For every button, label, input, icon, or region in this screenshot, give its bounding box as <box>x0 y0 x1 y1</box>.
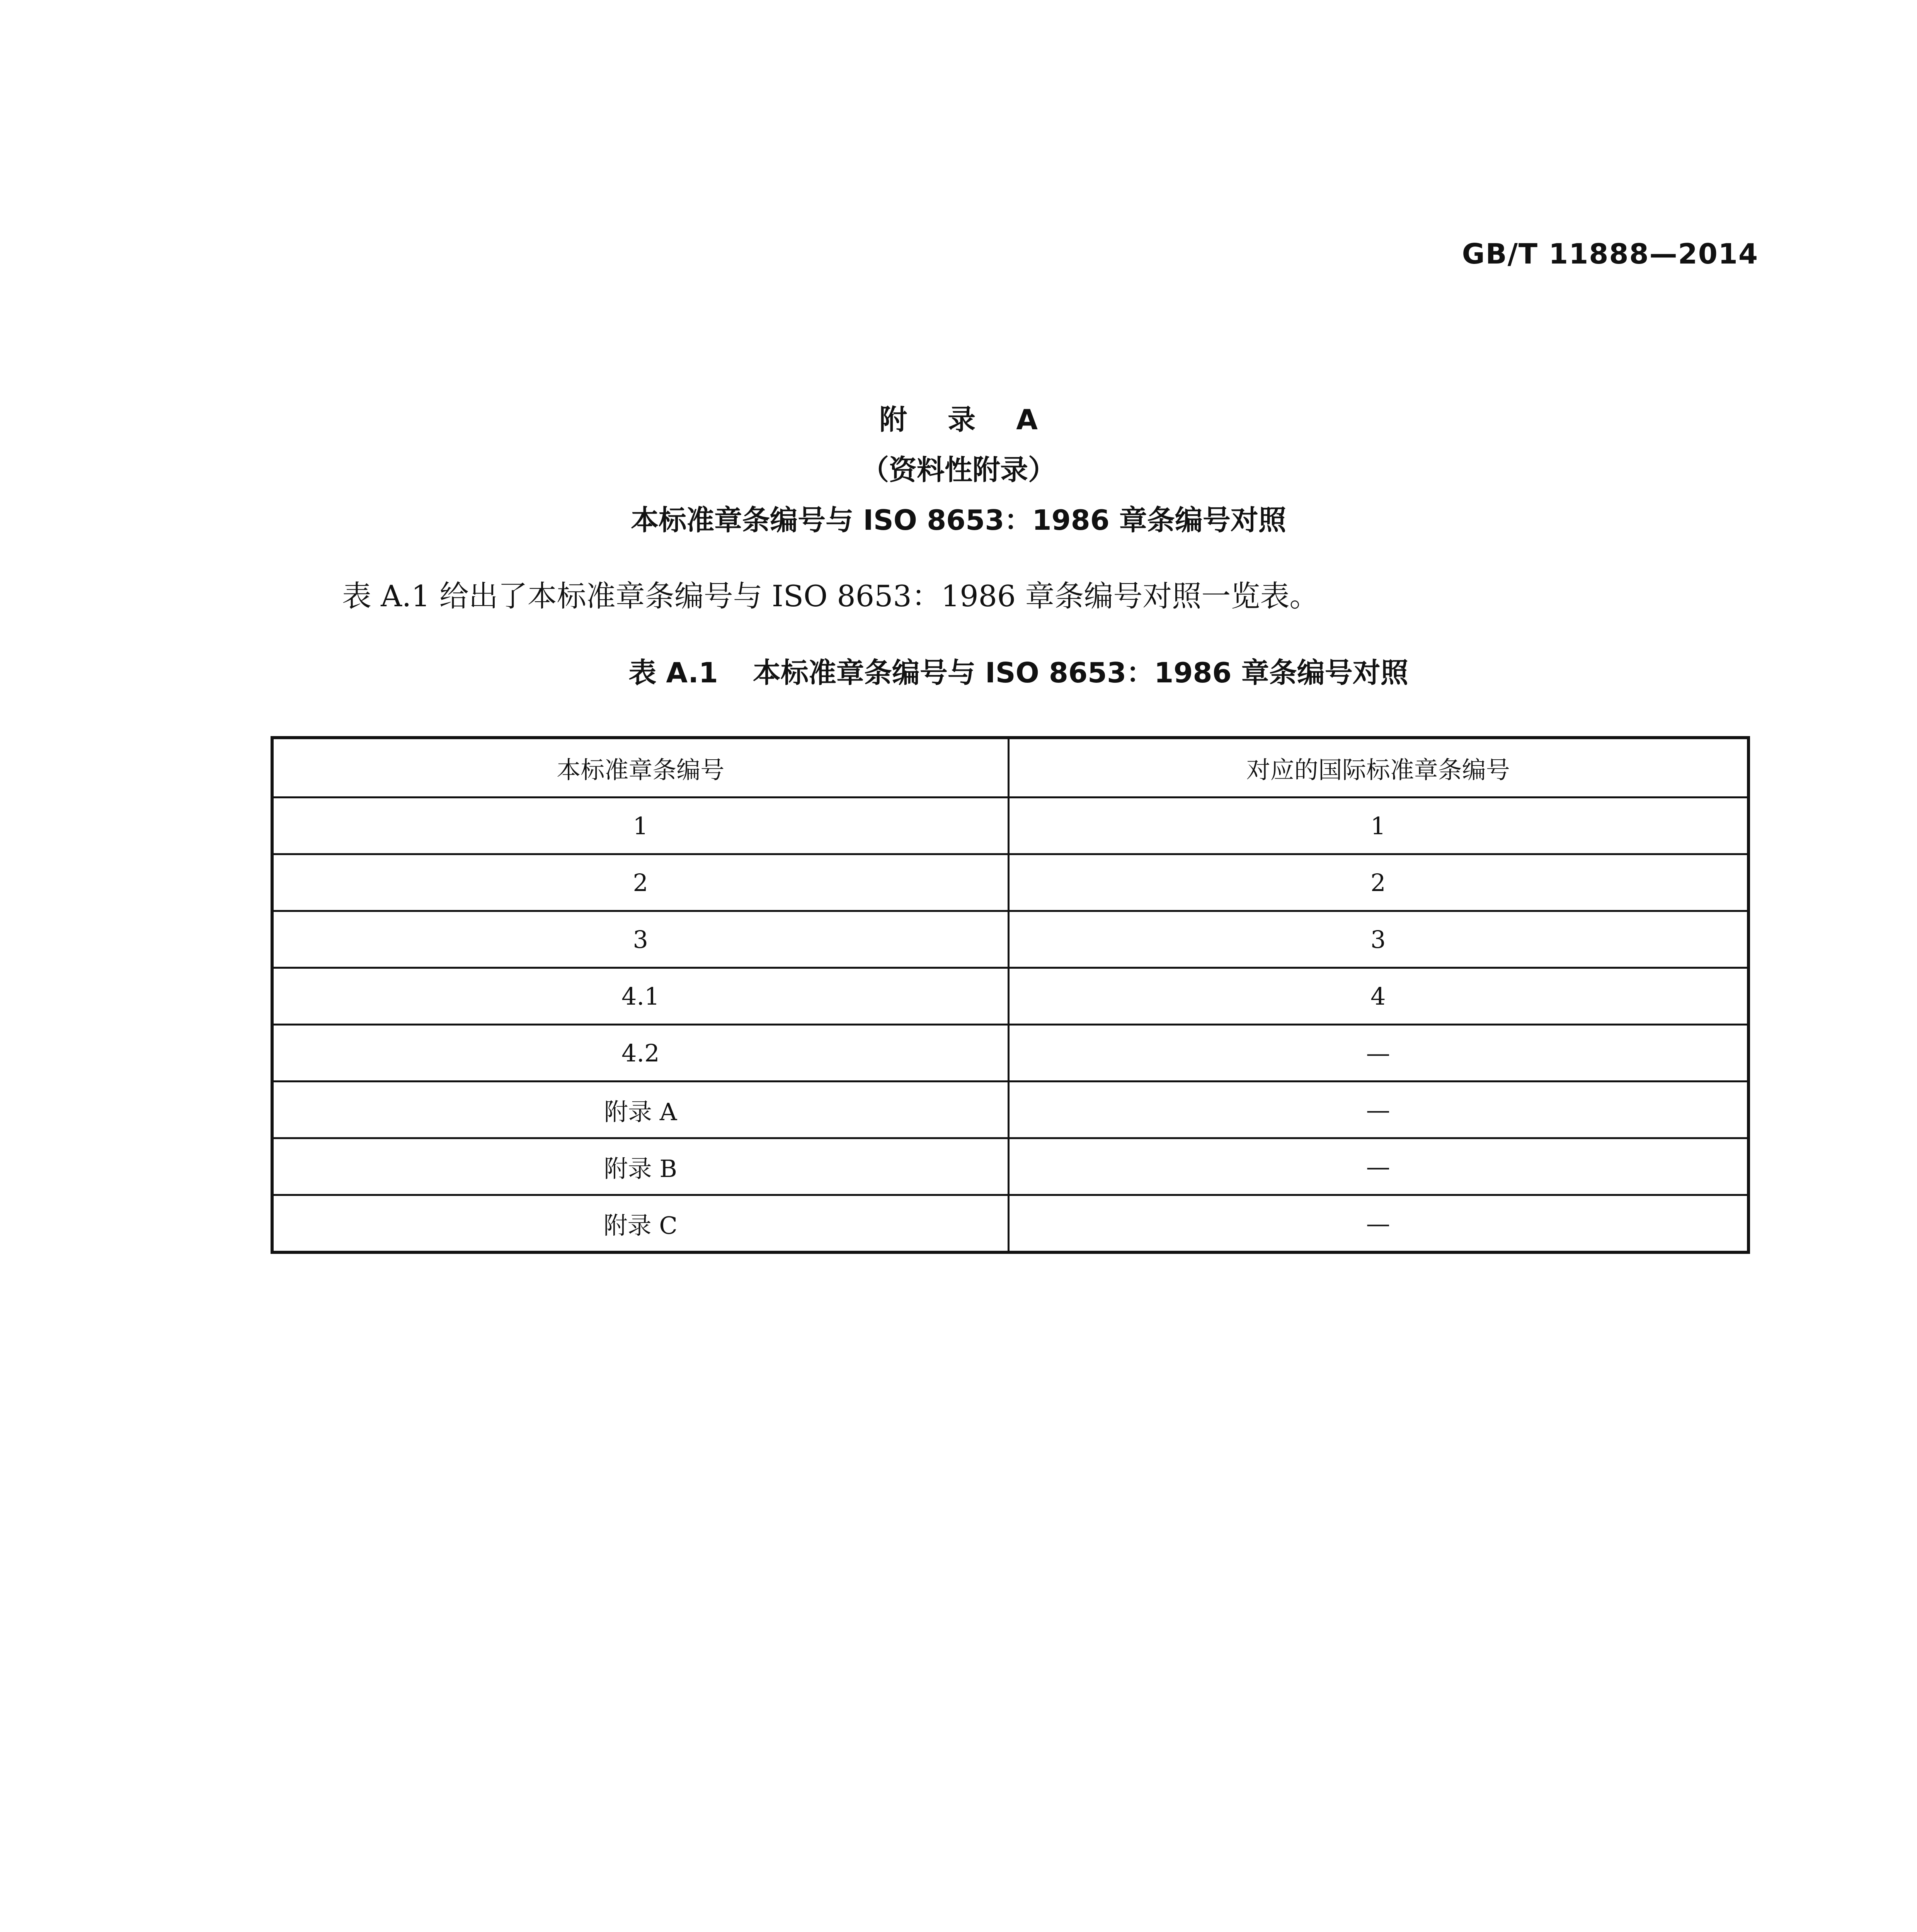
annex-heading: 本标准章条编号与 ISO 8653：1986 章条编号对照 <box>631 504 1286 536</box>
table-header-cell: 对应的国际标准章条编号 <box>1008 738 1748 798</box>
table-row <box>272 798 1748 854</box>
table-cell: — <box>1008 1082 1748 1138</box>
table-row <box>272 854 1748 911</box>
table-header-row <box>272 738 1748 798</box>
table-caption-title: 本标准章条编号与 ISO 8653：1986 章条编号对照 <box>752 656 1408 689</box>
table-row <box>272 968 1748 1025</box>
table-row <box>272 1082 1748 1138</box>
annex-title: 附 录 A <box>879 403 1053 436</box>
table-cell: 3 <box>272 911 1008 968</box>
table-row <box>272 911 1748 968</box>
table-cell: — <box>1008 1025 1748 1082</box>
table-caption-label: 表 A.1 <box>628 656 718 689</box>
table-cell: 附录 C <box>272 1195 1008 1253</box>
comparison-table <box>271 736 1750 1254</box>
intro-paragraph: 表 A.1 给出了本标准章条编号与 ISO 8653：1986 章条编号对照一览表。 <box>342 579 1319 613</box>
annex-subtitle: （资料性附录） <box>861 454 1056 486</box>
table-header-cell: 本标准章条编号 <box>272 738 1008 798</box>
table-row <box>272 1138 1748 1195</box>
table-cell: — <box>1008 1195 1748 1253</box>
standard-number: GB/T 11888—2014 <box>1462 238 1759 270</box>
table-cell: 4.2 <box>272 1025 1008 1082</box>
table-cell: 3 <box>1008 911 1748 968</box>
table-cell: 1 <box>272 798 1008 854</box>
table-cell: 2 <box>272 854 1008 911</box>
table-row <box>272 1025 1748 1082</box>
table-cell: 附录 B <box>272 1138 1008 1195</box>
table-cell: 4 <box>1008 968 1748 1025</box>
table-cell: 附录 A <box>272 1082 1008 1138</box>
table-cell: — <box>1008 1138 1748 1195</box>
table-cell: 1 <box>1008 798 1748 854</box>
table-caption <box>0 656 1917 689</box>
table-row <box>272 1195 1748 1253</box>
table-cell: 4.1 <box>272 968 1008 1025</box>
table-cell: 2 <box>1008 854 1748 911</box>
